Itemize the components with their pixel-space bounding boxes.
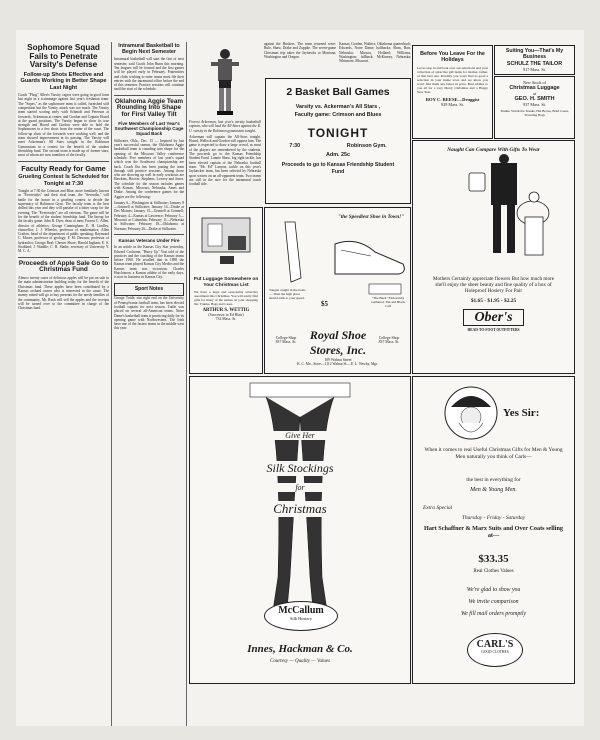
ad-wettig-name: ARTHUR S. WETTIG (202, 308, 250, 314)
ad-reese-text: Let us stop in and look over our selections and your collection of attractive gift items for mother, father, or that best one. Possibly you won't find as good a selection in your home town and we know you won't find them any better in price. Best wishes to you all for a very Merry Christmas and a Happy New Year. (417, 66, 488, 95)
schedule-oklahoma: January 6—Washington at Stillwater; January 8—Grinnell at Stillwater; January 14—Drake at Des Moines; January 15—Grinnell at Grinnell; February 4—Kansas at Lawrence; February 5—Missouri at Columbia; February 11—Nebraska at Stillwater; February 18—Oklahoma at Norman; February 26—Drake at Stillwater. (114, 200, 184, 231)
headline-intramural: Intramural Basketball to Begin Next Semester (118, 43, 180, 55)
ad-royal-price: $5 (321, 300, 328, 308)
ad-royal-buddy: "The Buzz" Elaborately Gathered, Tan and Black Calf (371, 296, 405, 308)
ad-royal-college-left-addr: 837 Mass. St. (275, 340, 297, 344)
ad-carls-suits: Hart Schaffner & Marx Suits and Over Coats selling at— (424, 525, 563, 540)
shoe-illustration (265, 208, 410, 328)
ad-royal-college-right: College Shop (378, 336, 400, 340)
ad-carls-text3: Men & Young Men. (470, 487, 517, 493)
ad-carls-logo-sub: GOOD CLOTHES (481, 650, 509, 654)
ad-carls-extra: Extra Special (423, 505, 453, 511)
story-sophomore: Coach "Phog" Allen's Varsity cagers were going in good form last night in a scrimmage against last year's freshman team. The "Sopes," as the sophomore team is called, furnished stiff competition but the Varsity attack was too much. The Varsity team started scoring early with Schmidt and Peterson at forwards, Ackerman at center, and Gordon and Captain Hoard at the guard positions. The Varsity began to show its true strength and Hoard and Gordon were able to hold the Sophomores to a few shots from the center of the court. The follow-up shots of the forwards were working well, and the team showed improvement in its passing. The Varsity will meet Ackerman's All Stars tonight in the Robinson Gymnasium in a contest for the benefit of the student friendship fund. The second team is made up of former stars, most of whom are now members of the faculty. (18, 93, 109, 158)
ad-smith-luggage (494, 76, 575, 139)
ad-royal-brand: Royal Shoe Stores, Inc. (309, 328, 367, 357)
ad-smith-text: Trunks, Wardrobe Trunks, Hat Boxes, Brief Cases, Traveling Bags (500, 109, 569, 117)
ad-obers-brand: Ober's (463, 309, 523, 326)
photo-caption: Forrest Ackerman, last year's varsity basketball captain, who will lead the All-Stars against the K. U. varsity in the Robinson gymnasium tonight. (189, 120, 261, 133)
ad-royal-tongue: Tongue caught in the holes — Then the high place mould adds to your speed. (269, 288, 306, 300)
ad-basketball-games (265, 78, 411, 204)
divider (114, 95, 184, 96)
ad-carls-invite: We invite comparison (468, 599, 519, 605)
divider (18, 257, 109, 258)
column-rule (111, 42, 112, 726)
story-apple-sale: Almost twenty cases of delicious apples will be put on sale in the main administration building today for the benefit of the Christmas fund. These apples have been contributed by a Kansas orchard owner who is interested in the cause. The money raised will go to buy presents for the needy families of the community. Mr. Rush will sell the apples and the receipts will be turned over to the committee in charge of the Christmas fund. (18, 276, 109, 311)
ad-reese-address: 929 Mass. St. (441, 102, 464, 108)
ad-carls-values: Real Clothes Values (473, 569, 514, 574)
story-veterans: In an article in the Kansas City Star yesterday, Edward Cochrane, "Hurry Up" Yost told of the practices and the coaching of the Kansas teams before 1900. He recalled that in 1898 the Kansas team played Kansas City Medics and the Kansas team was victorious. Charles Hutchinson, a Kansas athlete of the early days, is now in business in Kansas City. (114, 245, 184, 280)
ad-smith-address: 937 Mass. St. (523, 102, 546, 107)
column-2 (114, 42, 184, 724)
ad-schulz-tailor (494, 45, 575, 75)
ad-carls-yes: Yes Sir: (503, 407, 540, 419)
story-faculty: Tonight at 7:30 the Crimson and Blue, more familiarly known as "Everreadys" and their rival team, the "Sevenths," will battle for the honor in a grueling contest to decide the supremacy of Robinson Gym. The faculty team is the best drilled this year and they will partake of a bitter scrap for the evening. The "Everreadys" are all veterans. The game will be for the benefit of the student friendship fund. The lineup for the faculty game: John B. Dyer, dean of men; Forrest C. Allen, director of athletics; George Cunningham; E. H. Lindley, chancellor; J. J. Wheeler, professor of mathematics; Allen Crafton, head of the department of public speaking; Raymond C. Moore, professor of geology; F. M. Dawson, professor of hydraulics; George Beal; Chester Shore; Harold Ingham; E. S. Stoddard; J. Waddle; C. B. Slathe, secretary of University Y. M. C. A. (18, 189, 109, 254)
ad-games-title: 2 Basket Ball Games (286, 86, 390, 98)
ackerman-photo (189, 42, 261, 120)
ad-games-time: 7:30 (289, 143, 301, 150)
ad-carls-mail: We fill mail orders promptly (460, 611, 527, 617)
ad-reese-title: Before You Leave For the Holidays (420, 51, 485, 64)
ad-obers-prices: $1.65 - $1.95 - $2.25 (470, 297, 517, 304)
ad-games-admission: Adm. 25c (326, 152, 350, 159)
ad-carls-text2: the best in everything for (466, 477, 521, 483)
royal-college-right (372, 336, 406, 344)
story-oklahoma: Stillwater, Okla., Dec. 15 — Inspired by last year's successful season, the Oklahoma Aggie basketball team is rounding into shape for the opening of the Missouri Valley conference schedule. Five members of last year's squad which won the Southwest championship are back. Coach Iba has been putting the team through stiff practice sessions. Among those who are showing up well in early workouts are Hawkins, Hoover, Stephens, Lowery and Jones. The schedule for the season includes games with Kansas, Missouri, Nebraska, Ames and Drake. Among the conference games for the Aggies are the following: (114, 138, 184, 199)
story-ackerman: Ackerman will captain the All-Stars tonight. Hoard, Wellock and Gordon will oppose him. The game is expected to draw a large crowd, as most of the players are remembered by the students. The proceeds go to the Kansas Friendship Student Fund. Lonnie Shaw, big right tackle, has been elected captain of the Nebraska football team. "Mr. Ed" Lanyon, tackle on this year's Jayhawker team, has been selected by Nebraska sport writers on an all-opponent team. Two teams are still in the race for the intramural touch football title. (189, 134, 261, 187)
subhead-oklahoma: Five Members of Last Year's Southwest Championship Cage Squad Back (114, 120, 184, 137)
ad-games-tonight: TONIGHT (307, 126, 369, 141)
obers-illustration (413, 153, 574, 271)
ad-silk-give: Give Her (260, 431, 340, 440)
ad-smith-item: Christmas Luggage (509, 85, 560, 91)
ad-carls-text1: When it comes to real Useful Christmas Gifts for Men & Young Men naturally you think of Carls— (424, 447, 563, 460)
ad-obers-brand-sub: HEAD-TO-FOOT OUTFITTERS (467, 327, 520, 332)
ad-obers-head: Naught Can Compare With Gifts To Wear (447, 147, 540, 153)
ad-schulz-address: 917 Mass. St. (523, 67, 546, 72)
ad-royal-slogan: "the Speediest Shoe in Town!" (337, 214, 405, 220)
ad-reese-druggist (412, 45, 493, 139)
ad-games-place: Robinson Gym. (346, 143, 387, 150)
headline-oklahoma: Oklahoma Aggie Team Rounding Into Shape for First Valley Tilt (114, 97, 184, 119)
carls-logo (467, 633, 523, 667)
headline-sophomore: Sophomore Squad Fails to Penetrate Varsity's Defense (27, 43, 100, 70)
ad-silk-store-sub: Courtesy — Quality — Values (270, 659, 330, 664)
santa-illustration (441, 385, 501, 441)
story-intramural: Intramural basketball will start the first of next semester, said Coach John Bunn this morning. Ten leagues will be formed and the first games will be played early in February. Fraternities and clubs wishing to enter teams must file their entries with the intramural office before the end of this semester. Practice sessions will continue until the start of the schedule. (114, 57, 184, 92)
ad-silk-silk: Silk Stockings (226, 461, 374, 476)
ad-carls-logo: CARL'S (476, 639, 514, 650)
ad-silk-brand: McCallum (278, 605, 324, 616)
ad-wettig-address: 732 Mass. St. (215, 317, 237, 322)
headline-veterans: Kansas Veterans Under Fire (118, 237, 180, 243)
ad-obers-hosiery (412, 140, 575, 374)
royal-college-left (269, 336, 303, 344)
ad-carls-days: Thursday - Friday - Saturday (461, 515, 526, 521)
all-opponent-text (339, 42, 411, 76)
ad-silk-for: for (276, 483, 324, 492)
ad-wettig-title: Put Luggage Somewhere on Your Christmas List (193, 277, 259, 288)
mccallum-logo (264, 601, 338, 631)
royal-logo (305, 328, 371, 362)
ad-smith-lead: New Stock of (522, 80, 547, 85)
ad-royal-footer: K. C. Mo., Store—1112 Walnut St.—E. L. Newby, Mgr. (297, 362, 378, 366)
ad-wettig-text: We have a large and seasonably attractive assortment this Christmas. You will easily find gifts for many of the names on your shopping list. Trunks, Bags and Cases. (194, 290, 258, 307)
ad-games-line1: Varsity vs. Ackerman's All Stars , (295, 104, 381, 111)
headline-faculty: Faculty Ready for Game (21, 163, 106, 173)
ad-silk-brand-sub: Silk Hosiery (289, 616, 313, 621)
ad-schulz-name: SCHULZ THE TAILOR (506, 61, 563, 67)
ad-wettig-luggage (189, 207, 263, 374)
subhead-sophomore: Follow-up Shots Effective and Guards Working in Better Shape Last Night (20, 71, 107, 91)
column-rule (186, 42, 187, 726)
all-opponent-story: Kansas; Gorden, Wallace, Oklahoma quarterback; Edwards, Notre Dame; halfbacks; Shaw, Barr, Nebraska; Mizzou, Holland; Williams, Washington; fullback; McKinney, Nebraska; Whitmore, Missouri. (339, 42, 411, 64)
column-1 (18, 42, 109, 724)
subhead-faculty: Grueling Contest Is Scheduled for Tonight at 7:30 (18, 174, 109, 187)
ad-smith-name: GEO. H. SMITH (514, 96, 555, 102)
sport-notes: George Tuttle, star right end on the University of Pennsylvania football team, has been elected football captain for next season. Tuttle was placed on several all-American teams. Notre Dame's basketball team is practicing daily for its opening game with Northwestern. The Irish have one of the fastest teams in the middle west this year. (114, 296, 184, 331)
ad-silk-christmas: Christmas (238, 501, 362, 517)
ad-games-proceeds: Proceeds to go to Kansas Friendship Student Fund (281, 162, 395, 175)
ad-schulz-title: Suiting You—That's My Business (505, 48, 564, 60)
sport-notes-title: Sport Notes (134, 285, 164, 292)
stockings-illustration (190, 377, 410, 677)
sport-notes-box (114, 283, 184, 297)
ad-royal-shoes (264, 207, 411, 374)
ad-silk-store: Innes, Hackman & Co. (247, 643, 353, 655)
ad-reese-name: ROY C. REESE—Druggist (425, 97, 480, 103)
ad-carls-clothiers (412, 376, 575, 684)
ad-games-line2: Faculty game: Crimson and Blues (294, 112, 382, 119)
trip-story: against the Huskers. The team returned were: Rule, Shaw, Drake and Zuppke. The seven-game Christmas trip takes the Jayhawks to Montana, Washington and Oregon. (264, 42, 336, 59)
ad-wettig-sub: (Successor to Ed Blair) (208, 313, 244, 318)
ad-carls-price: $33.35 (478, 553, 509, 565)
ad-royal-college-left: College Shop (275, 336, 297, 340)
headline-apple-sale: Proceeds of Apple Sale Go to Christmas Fund (18, 259, 109, 274)
ad-silk-stockings (189, 376, 411, 684)
divider (18, 161, 109, 162)
jayhawk-trip-text (264, 42, 336, 76)
ad-royal-address: 109 Walnut Street (324, 358, 352, 362)
luggage-illustration (190, 208, 262, 270)
divider (114, 234, 184, 235)
ad-carls-glad: We're glad to show you (466, 587, 521, 593)
ad-obers-text: Mothers Certainly appreciate flowers But how much more she'll enjoy the sheer beauty and fine quality of a box of Holeproof Hosiery For Pair (432, 276, 555, 295)
ad-smith-at: at (532, 91, 537, 96)
ad-royal-college-right-addr: 837 Mass. St. (378, 340, 400, 344)
ober-logo (413, 308, 574, 332)
